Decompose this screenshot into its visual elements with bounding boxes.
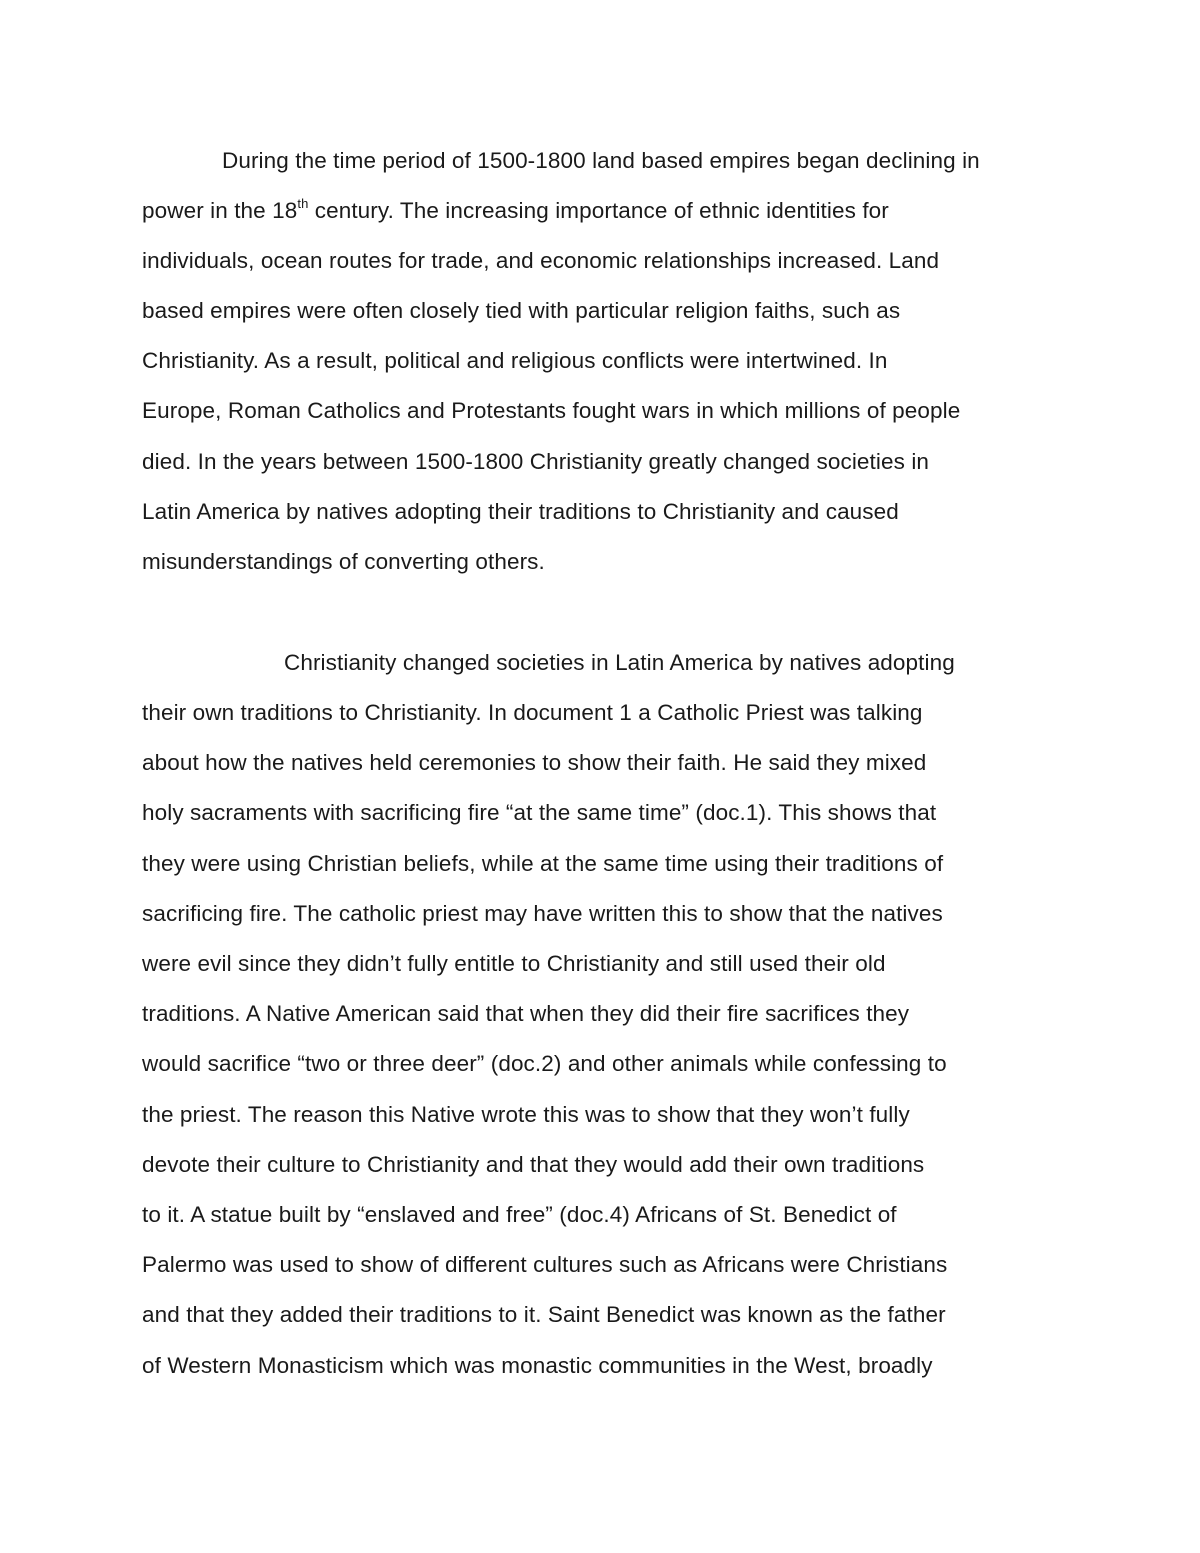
text-line: Christianity. As a result, political and religious conflicts were intertwined. In	[142, 348, 888, 373]
text-line: Europe, Roman Catholics and Protestants fought wars in which millions of people	[142, 398, 961, 423]
text-line: the priest. The reason this Native wrote this was to show that they won’t fully	[142, 1102, 910, 1127]
text-line: their own traditions to Christianity. In document 1 a Catholic Priest was talking	[142, 700, 923, 725]
text-line: Christianity changed societies in Latin America by natives adopting	[284, 650, 955, 675]
text-line: they were using Christian beliefs, while at the same time using their traditions of	[142, 851, 944, 876]
text-line: Latin America by natives adopting their traditions to Christianity and caused	[142, 499, 899, 524]
text-line: misunderstandings of converting others.	[142, 549, 545, 574]
text-line: of Western Monasticism which was monastic communities in the West, broadly	[142, 1353, 933, 1378]
text-line: sacrificing fire. The catholic priest may have written this to show that the natives	[142, 901, 943, 926]
text-line: died. In the years between 1500-1800 Christianity greatly changed societies in	[142, 449, 930, 474]
text-line: individuals, ocean routes for trade, and economic relationships increased. Land	[142, 248, 940, 273]
text-line: would sacrifice “two or three deer” (doc.2) and other animals while confessing to	[142, 1051, 947, 1076]
text-segment: century. The increasing importance of ethnic identities for	[308, 198, 889, 223]
text-segment: power in the 18	[142, 198, 298, 223]
text-line: about how the natives held ceremonies to show their faith. He said they mixed	[142, 750, 927, 775]
text-line: and that they added their traditions to it. Saint Benedict was known as the father	[142, 1302, 946, 1327]
text-line: to it. A statue built by “enslaved and free” (doc.4) Africans of St. Benedict of	[142, 1202, 897, 1227]
text-line: Palermo was used to show of different cultures such as Africans were Christians	[142, 1252, 948, 1277]
text-line: traditions. A Native American said that when they did their fire sacrifices they	[142, 1001, 910, 1026]
text-line: holy sacraments with sacrificing fire “at the same time” (doc.1). This shows that	[142, 800, 937, 825]
text-line: During the time period of 1500-1800 land based empires began declining in	[222, 148, 980, 173]
text-line	[142, 196, 889, 226]
text-line: devote their culture to Christianity and that they would add their own traditions	[142, 1152, 925, 1177]
superscript: th	[297, 195, 309, 211]
text-line: based empires were often closely tied with particular religion faiths, such as	[142, 298, 901, 323]
text-line: were evil since they didn’t fully entitle to Christianity and still used their old	[142, 951, 886, 976]
